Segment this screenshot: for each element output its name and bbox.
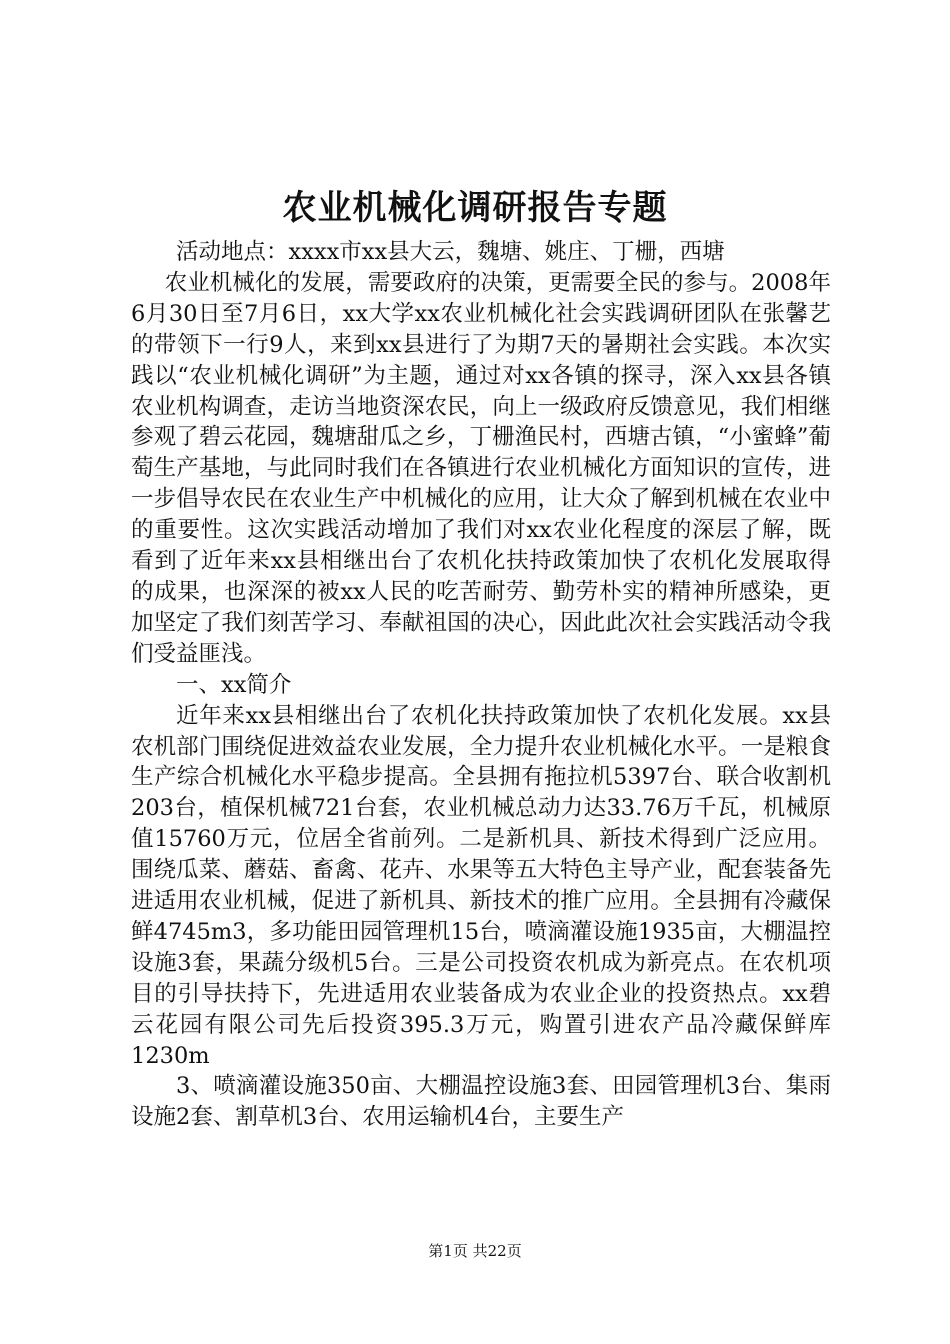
- document-body: [131, 237, 831, 1133]
- paragraph-equipment: 3、喷滴灌设施350亩、大棚温控设施3套、田园管理机3台、集雨设施2套、割草机3台、农用运输机4台，主要生产: [131, 1073, 831, 1131]
- paragraph-location: 活动地点：xxxx市xx县大云，魏塘、姚庄、丁栅，西塘: [176, 239, 725, 265]
- paragraph-overview: 近年来xx县相继出台了农机化扶持政策加快了农机化发展。xx县农机部门围绕促进效益农业发展，全力提升农业机械化水平。一是粮食生产综合机械化水平稳步提高。全县拥有拖拉机5397台、联合收割机203台，植保机械721台套，农业机械总动力达33.76万千瓦，机械原值15760万元，位居全省前列。二是新机具、新技术得到广泛应用。围绕瓜菜、蘑菇、畜禽、花卉、水果等五大特色主导产业，配套装备先进适用农业机械，促进了新机具、新技术的推广应用。全县拥有冷藏保鲜4745m3，多功能田园管理机15台，喷滴灌设施1935亩，大棚温控设施3套，果蔬分级机5台。三是公司投资农机成为新亮点。在农机项目的引导扶持下，先进适用农业装备成为农业企业的投资热点。xx碧云花园有限公司先后投资395.3万元，购置引进农产品冷藏保鲜库1230m: [131, 702, 831, 1069]
- document-title: 农业机械化调研报告专题: [282, 188, 668, 228]
- page-footer: 第1页 共22页: [428, 1242, 522, 1260]
- paragraph-intro: 农业机械化的发展，需要政府的决策，更需要全民的参与。2008年6月30日至7月6日，xx大学xx农业机械化社会实践调研团队在张馨艺的带领下一行9人，来到xx县进行了为期7天的暑期社会实践。本次实践以“农业机械化调研”为主题，通过对xx各镇的探寻，深入xx县各镇农业机构调查，走访当地资深农民，向上一级政府反馈意见，我们相继参观了碧云花园，魏塘甜瓜之乡，丁栅渔民村，西塘古镇，“小蜜蜂”葡萄生产基地，与此同时我们在各镇进行农业机械化方面知识的宣传，进一步倡导农民在农业生产中机械化的应用，让大众了解到机械在农业中的重要性。这次实践活动增加了我们对xx农业化程度的深层了解，既看到了近年来xx县相继出台了农机化扶持政策加快了农机化发展取得的成果，也深深的被xx人民的吃苦耐劳、勤劳朴实的精神所感染，更加坚定了我们刻苦学习、奉献祖国的决心，因此此次社会实践活动令我们受益匪浅。: [131, 269, 831, 667]
- section-heading: 一、xx简介: [176, 671, 292, 698]
